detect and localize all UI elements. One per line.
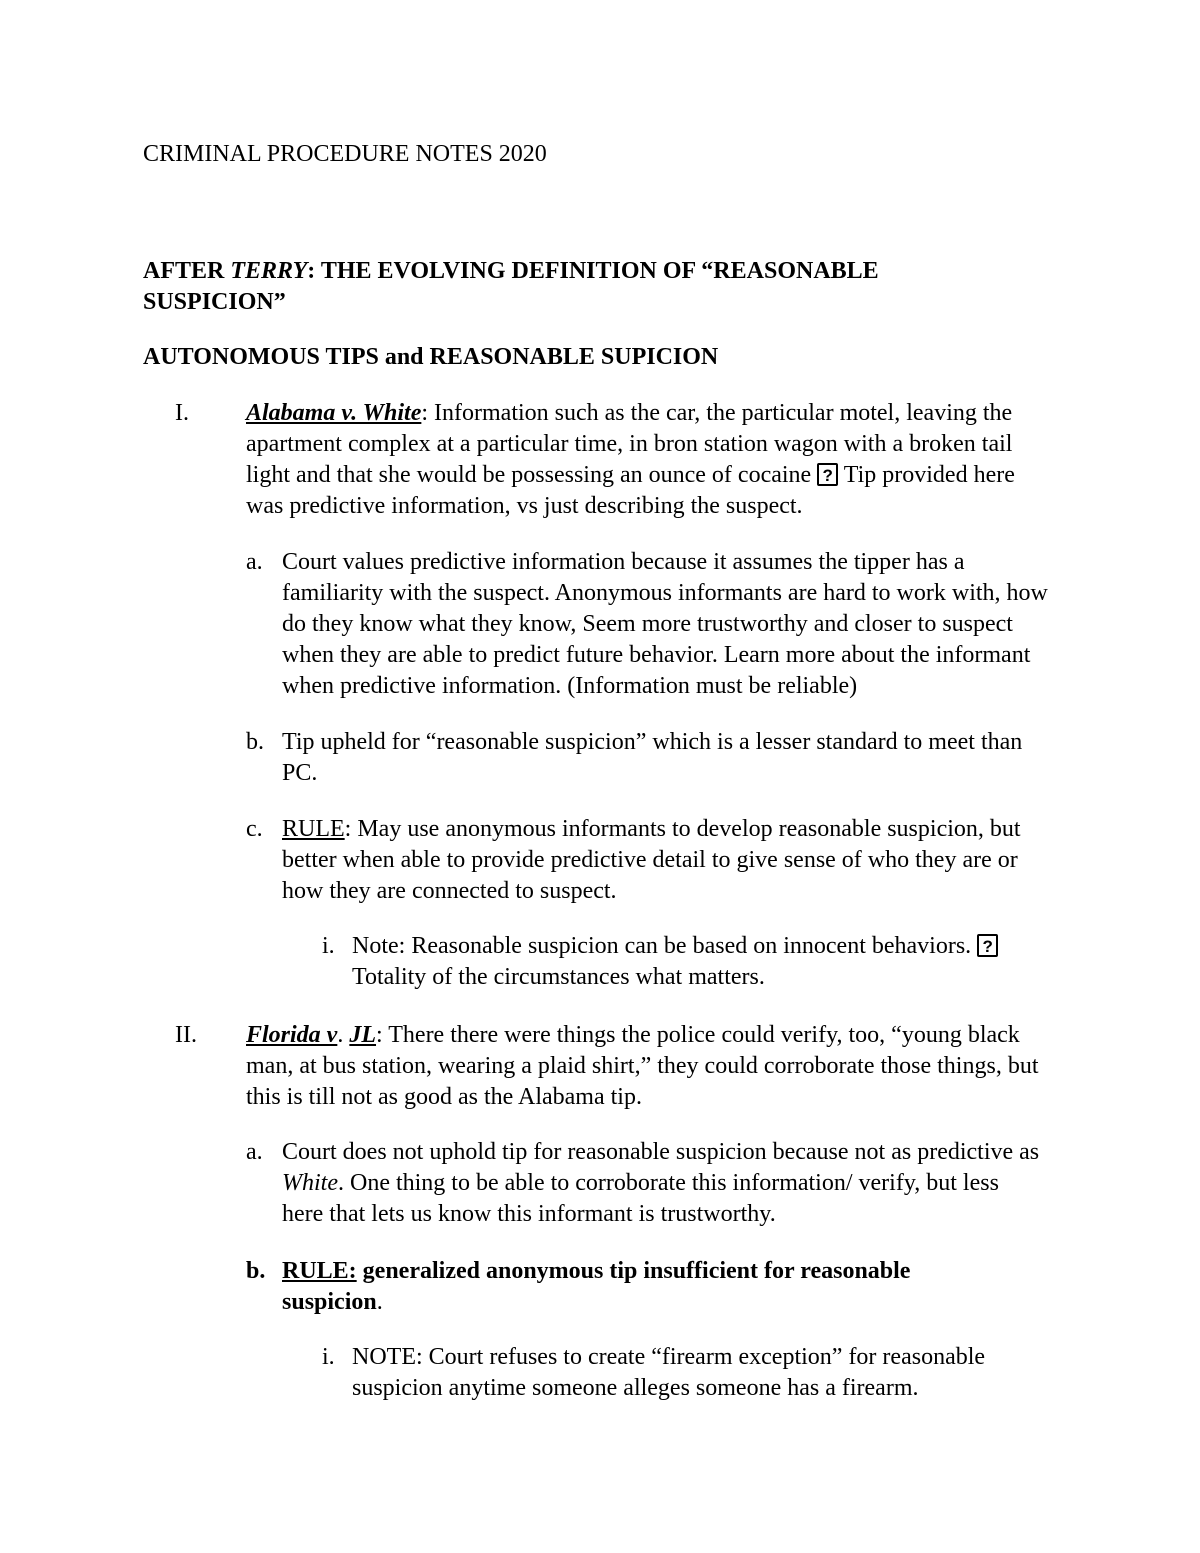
sub-item-label: i. (322, 933, 335, 959)
section-body (246, 398, 1056, 522)
unknown-glyph-icon: ? (977, 934, 998, 957)
sub-item-text (352, 931, 1052, 993)
subheading-part1: AUTONOMOUS TIPS (143, 344, 385, 370)
list-item-text: Court values predictive information because it assumes the tipper has a familiarity with the suspect. Anonymous informants are hard to work with, how do they know what they know, Seem more trustworthy and closer to suspect when they are able to predict future behavior. Learn more about the informant when predictive information. (Information must be reliable) (282, 549, 1048, 699)
section-numeral: I. (175, 400, 189, 426)
rule-period: . (376, 1289, 383, 1315)
rule-text: : May use anonymous informants to develop reasonable suspicion, but better when able to provide predictive detail to give sense of who they are or how they are connected to suspect. (282, 816, 1021, 904)
list-item-text (282, 1137, 1042, 1230)
document-title: CRIMINAL PROCEDURE NOTES 2020 (143, 141, 547, 167)
case-name: Florida v (246, 1022, 338, 1048)
sub-item-label: i. (322, 1344, 335, 1370)
note-text: Note: Reasonable suspicion can be based on innocent behaviors. (352, 933, 978, 959)
subsection-heading (143, 342, 718, 373)
list-item-label: b. (246, 1258, 266, 1284)
list-item-text (282, 1256, 982, 1318)
list-item-label: c. (246, 816, 263, 842)
case-dot: . (337, 1022, 350, 1048)
heading-suffix: : THE EVOLVING DEFINITION OF “REASONABLE SUSPICION” (143, 258, 879, 315)
list-item-label: a. (246, 549, 263, 575)
unknown-glyph-icon: ? (817, 463, 838, 486)
section-numeral: II. (175, 1022, 197, 1048)
heading-case-name: TERRY (230, 258, 308, 284)
case-name-party: JL (349, 1022, 377, 1048)
subheading-part2: and (384, 344, 424, 370)
rule-label: RULE (282, 816, 345, 842)
item-text-cont: . One thing to be able to corroborate this information/ verify, but less here that lets us know this informant is trustworthy. (282, 1170, 999, 1227)
list-item-label: a. (246, 1139, 263, 1165)
rule-label: RULE: (282, 1258, 357, 1284)
note-text-cont: Totality of the circumstances what matters. (352, 964, 765, 990)
list-item-label: b. (246, 729, 264, 755)
section-text-cont: Tip provided here was predictive information, vs just describing the suspect. (246, 462, 1015, 519)
case-name: Alabama v. White (246, 400, 422, 426)
section-text: : There there were things the police could verify, too, “young black man, at bus station, wearing a plaid shirt,” they could corroborate those things, but this is till not as good as the Alabama tip. (246, 1022, 1039, 1110)
heading-prefix: AFTER (143, 258, 231, 284)
section-body (246, 1020, 1046, 1113)
case-reference: White (282, 1170, 338, 1196)
item-text: Court does not uphold tip for reasonable suspicion because not as predictive as (282, 1139, 1040, 1165)
list-item-text (282, 814, 1052, 907)
section-heading (143, 256, 963, 318)
subheading-part3: REASONABLE SUPICION (423, 344, 719, 370)
rule-text: generalized anonymous tip insufficient for reasonable suspicion (282, 1258, 911, 1315)
list-item-text: Tip upheld for “reasonable suspicion” which is a lesser standard to meet than PC. (282, 729, 1023, 786)
sub-item-text: NOTE: Court refuses to create “firearm exception” for reasonable suspicion anytime someone alleges someone has a firearm. (352, 1344, 986, 1401)
section-text: : Information such as the car, the particular motel, leaving the apartment complex at a particular time, in bron station wagon with a broken tail light and that she would be possessing an ounce of cocaine (246, 400, 1013, 488)
